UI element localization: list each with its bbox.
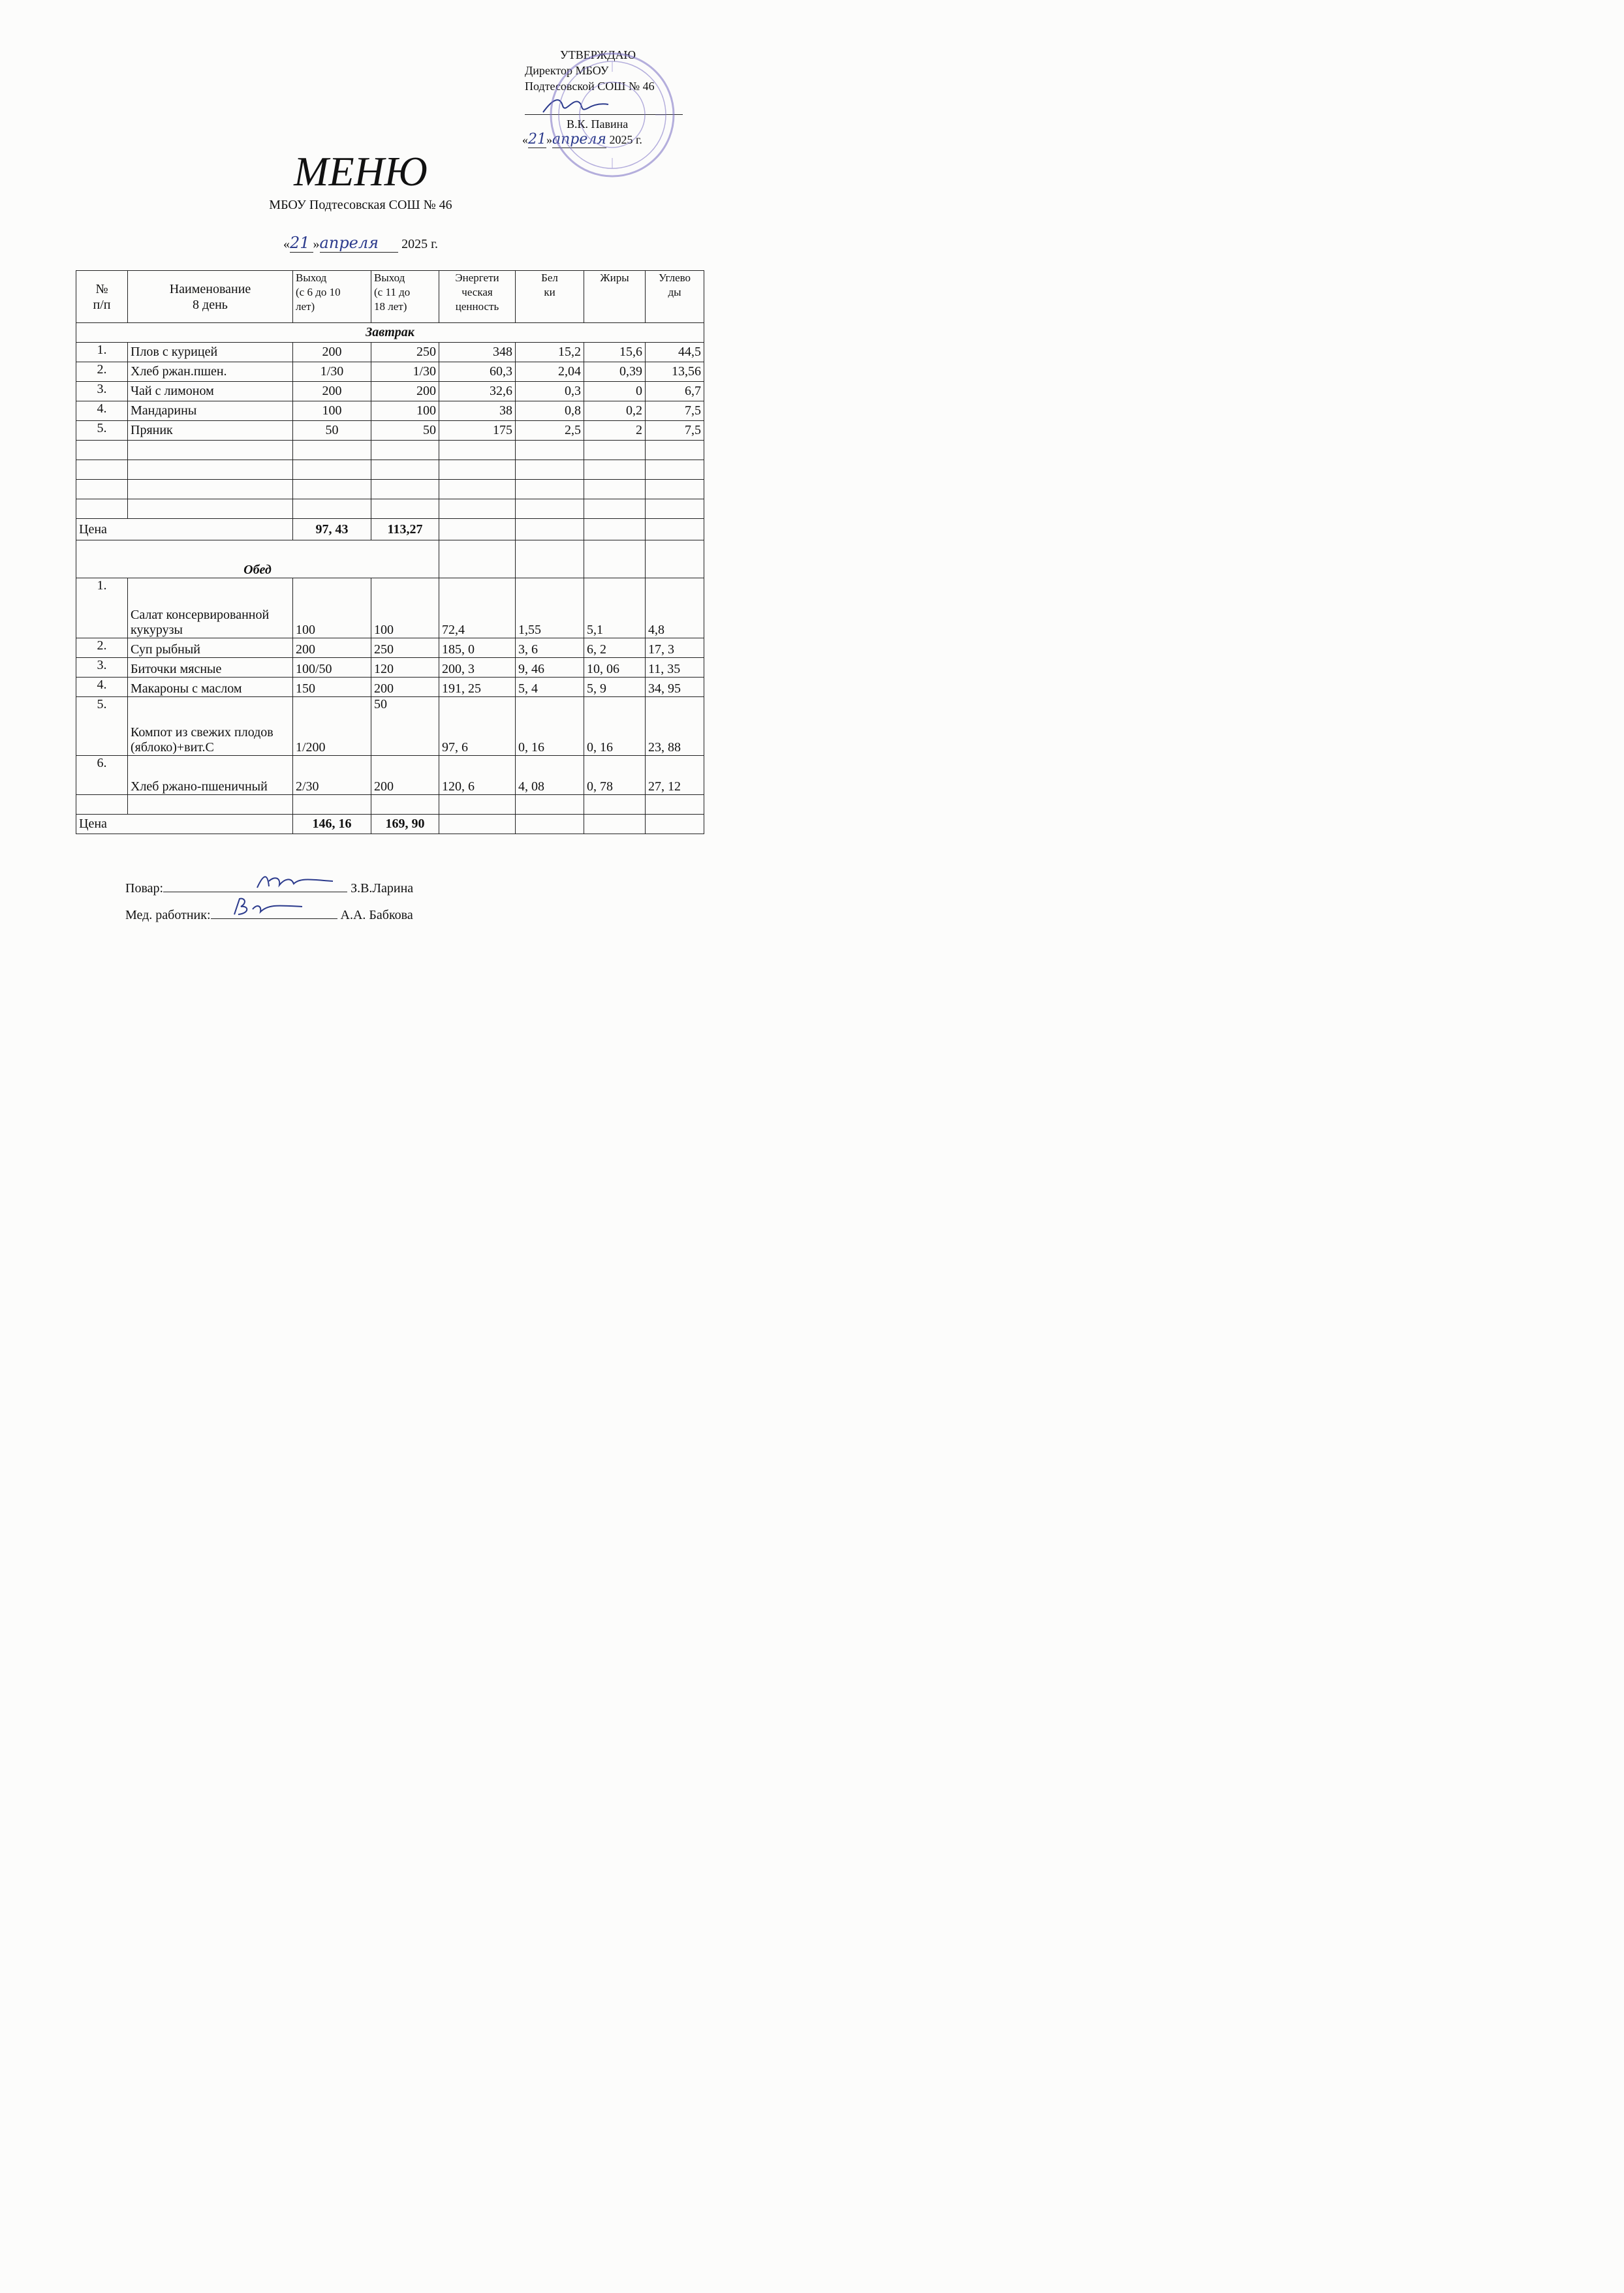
table-row <box>76 658 704 678</box>
output-old: 200 <box>371 756 439 795</box>
approval-school: Подтесовской СОШ № 46 <box>525 80 655 93</box>
menu-date-month: апреля <box>319 234 379 252</box>
lunch-rows <box>76 578 704 795</box>
output-young: 200 <box>293 382 371 401</box>
price-label: Цена <box>76 815 293 834</box>
carbs: 34, 95 <box>646 678 704 697</box>
output-old: 200 <box>371 382 439 401</box>
dish-name: Компот из свежих плодов (яблоко)+вит.С <box>128 697 293 756</box>
output-young: 100 <box>293 578 371 638</box>
table-row <box>76 678 704 697</box>
dish-name: Мандарины <box>128 401 293 421</box>
output-young: 100/50 <box>293 658 371 678</box>
approval-date-day: 21 <box>528 131 546 148</box>
cook-label: Повар: <box>125 881 164 896</box>
table-row-empty <box>76 499 704 519</box>
table-row <box>76 343 704 362</box>
output-old: 250 <box>371 343 439 362</box>
output-old: 1/30 <box>371 362 439 382</box>
header-energy: Энергети ческая ценность <box>439 271 516 323</box>
carbs: 11, 35 <box>646 658 704 678</box>
menu-date: «21 »апреля 2025 г. <box>283 234 439 252</box>
dish-name: Макароны с маслом <box>128 678 293 697</box>
fat: 2 <box>584 421 646 441</box>
table-row <box>76 401 704 421</box>
price-row-lunch <box>76 815 704 834</box>
output-young: 1/200 <box>293 697 371 756</box>
protein: 5, 4 <box>516 678 584 697</box>
section-title-lunch: Обед <box>76 540 439 578</box>
row-number: 2. <box>76 362 128 382</box>
fat: 6, 2 <box>584 638 646 658</box>
price-old: 169, 90 <box>371 815 439 834</box>
carbs: 7,5 <box>646 421 704 441</box>
output-young: 50 <box>293 421 371 441</box>
approval-date-year: 2025 г. <box>609 133 642 146</box>
output-old: 250 <box>371 638 439 658</box>
dish-name: Хлеб ржано-пшеничный <box>128 756 293 795</box>
energy: 97, 6 <box>439 697 516 756</box>
energy: 348 <box>439 343 516 362</box>
approval-date: «21»апреля 2025 г. <box>522 131 642 148</box>
table-row <box>76 362 704 382</box>
table-row-empty <box>76 441 704 460</box>
header-fat: Жиры <box>584 271 646 323</box>
table-row <box>76 697 704 756</box>
row-number: 4. <box>76 678 128 697</box>
dish-name: Биточки мясные <box>128 658 293 678</box>
output-young: 150 <box>293 678 371 697</box>
dish-name: Суп рыбный <box>128 638 293 658</box>
header-num: № п/п <box>76 271 128 323</box>
energy: 175 <box>439 421 516 441</box>
output-old: 120 <box>371 658 439 678</box>
header-output-young: Выход (с 6 до 10 лет) <box>293 271 371 323</box>
carbs: 13,56 <box>646 362 704 382</box>
protein: 4, 08 <box>516 756 584 795</box>
cook-signature <box>163 879 347 892</box>
energy: 191, 25 <box>439 678 516 697</box>
fat: 0, 78 <box>584 756 646 795</box>
page-title: МЕНЮ <box>294 148 428 195</box>
protein: 0, 16 <box>516 697 584 756</box>
table-header-row <box>76 271 704 323</box>
carbs: 17, 3 <box>646 638 704 658</box>
table-row <box>76 638 704 658</box>
table-row <box>76 578 704 638</box>
table-row-empty <box>76 795 704 815</box>
output-young: 200 <box>293 343 371 362</box>
energy: 38 <box>439 401 516 421</box>
carbs: 4,8 <box>646 578 704 638</box>
energy: 200, 3 <box>439 658 516 678</box>
med-label: Мед. работник: <box>125 908 211 922</box>
table-row <box>76 382 704 401</box>
carbs: 27, 12 <box>646 756 704 795</box>
output-young: 2/30 <box>293 756 371 795</box>
dish-name: Плов с курицей <box>128 343 293 362</box>
protein: 15,2 <box>516 343 584 362</box>
med-signature <box>211 905 337 919</box>
fat: 0,39 <box>584 362 646 382</box>
output-young: 1/30 <box>293 362 371 382</box>
fat: 0 <box>584 382 646 401</box>
output-young: 100 <box>293 401 371 421</box>
protein: 2,04 <box>516 362 584 382</box>
protein: 0,8 <box>516 401 584 421</box>
med-signature-line <box>125 905 413 923</box>
energy: 72,4 <box>439 578 516 638</box>
protein: 1,55 <box>516 578 584 638</box>
section-row-breakfast <box>76 323 704 343</box>
price-young: 97, 43 <box>293 519 371 540</box>
dish-name: Пряник <box>128 421 293 441</box>
approval-heading: УТВЕРЖДАЮ <box>560 48 636 61</box>
med-name: А.А. Бабкова <box>340 908 413 922</box>
protein: 9, 46 <box>516 658 584 678</box>
output-old: 100 <box>371 578 439 638</box>
dish-name: Салат консервированной кукурузы <box>128 578 293 638</box>
dish-name: Хлеб ржан.пшен. <box>128 362 293 382</box>
cook-signature-line <box>125 879 413 896</box>
row-number: 5. <box>76 421 128 441</box>
fat: 5,1 <box>584 578 646 638</box>
fat: 0, 16 <box>584 697 646 756</box>
menu-date-year: 2025 г. <box>401 237 439 251</box>
cook-name: З.В.Ларина <box>351 881 414 896</box>
dish-name: Чай с лимоном <box>128 382 293 401</box>
carbs: 6,7 <box>646 382 704 401</box>
output-old: 50 <box>371 697 439 756</box>
row-number: 3. <box>76 658 128 678</box>
price-row-breakfast <box>76 519 704 540</box>
carbs: 7,5 <box>646 401 704 421</box>
row-number: 1. <box>76 343 128 362</box>
output-old: 200 <box>371 678 439 697</box>
output-young: 200 <box>293 638 371 658</box>
energy: 32,6 <box>439 382 516 401</box>
menu-table <box>76 270 704 834</box>
protein: 2,5 <box>516 421 584 441</box>
fat: 15,6 <box>584 343 646 362</box>
fat: 0,2 <box>584 401 646 421</box>
row-number: 6. <box>76 756 128 795</box>
section-title-breakfast: Завтрак <box>76 323 704 343</box>
approval-date-month: апреля <box>552 131 606 148</box>
price-old: 113,27 <box>371 519 439 540</box>
row-number: 5. <box>76 697 128 756</box>
protein: 3, 6 <box>516 638 584 658</box>
row-number: 2. <box>76 638 128 658</box>
fat: 5, 9 <box>584 678 646 697</box>
section-row-lunch <box>76 540 704 578</box>
breakfast-rows <box>76 343 704 441</box>
row-number: 1. <box>76 578 128 638</box>
output-old: 100 <box>371 401 439 421</box>
table-row-empty <box>76 480 704 499</box>
carbs: 44,5 <box>646 343 704 362</box>
energy: 60,3 <box>439 362 516 382</box>
approval-position: Директор МБОУ <box>525 64 609 77</box>
table-row <box>76 756 704 795</box>
header-carbs: Углево ды <box>646 271 704 323</box>
header-protein: Бел ки <box>516 271 584 323</box>
output-old: 50 <box>371 421 439 441</box>
school-name: МБОУ Подтесовская СОШ № 46 <box>269 198 452 212</box>
carbs: 23, 88 <box>646 697 704 756</box>
row-number: 3. <box>76 382 128 401</box>
header-output-old: Выход (с 11 до 18 лет) <box>371 271 439 323</box>
table-row <box>76 421 704 441</box>
price-label: Цена <box>76 519 293 540</box>
fat: 10, 06 <box>584 658 646 678</box>
header-name: Наименование 8 день <box>128 271 293 323</box>
energy: 120, 6 <box>439 756 516 795</box>
energy: 185, 0 <box>439 638 516 658</box>
menu-date-day: 21 <box>290 234 310 252</box>
protein: 0,3 <box>516 382 584 401</box>
price-young: 146, 16 <box>293 815 371 834</box>
director-name: В.К. Павина <box>567 117 629 131</box>
row-number: 4. <box>76 401 128 421</box>
table-row-empty <box>76 460 704 480</box>
